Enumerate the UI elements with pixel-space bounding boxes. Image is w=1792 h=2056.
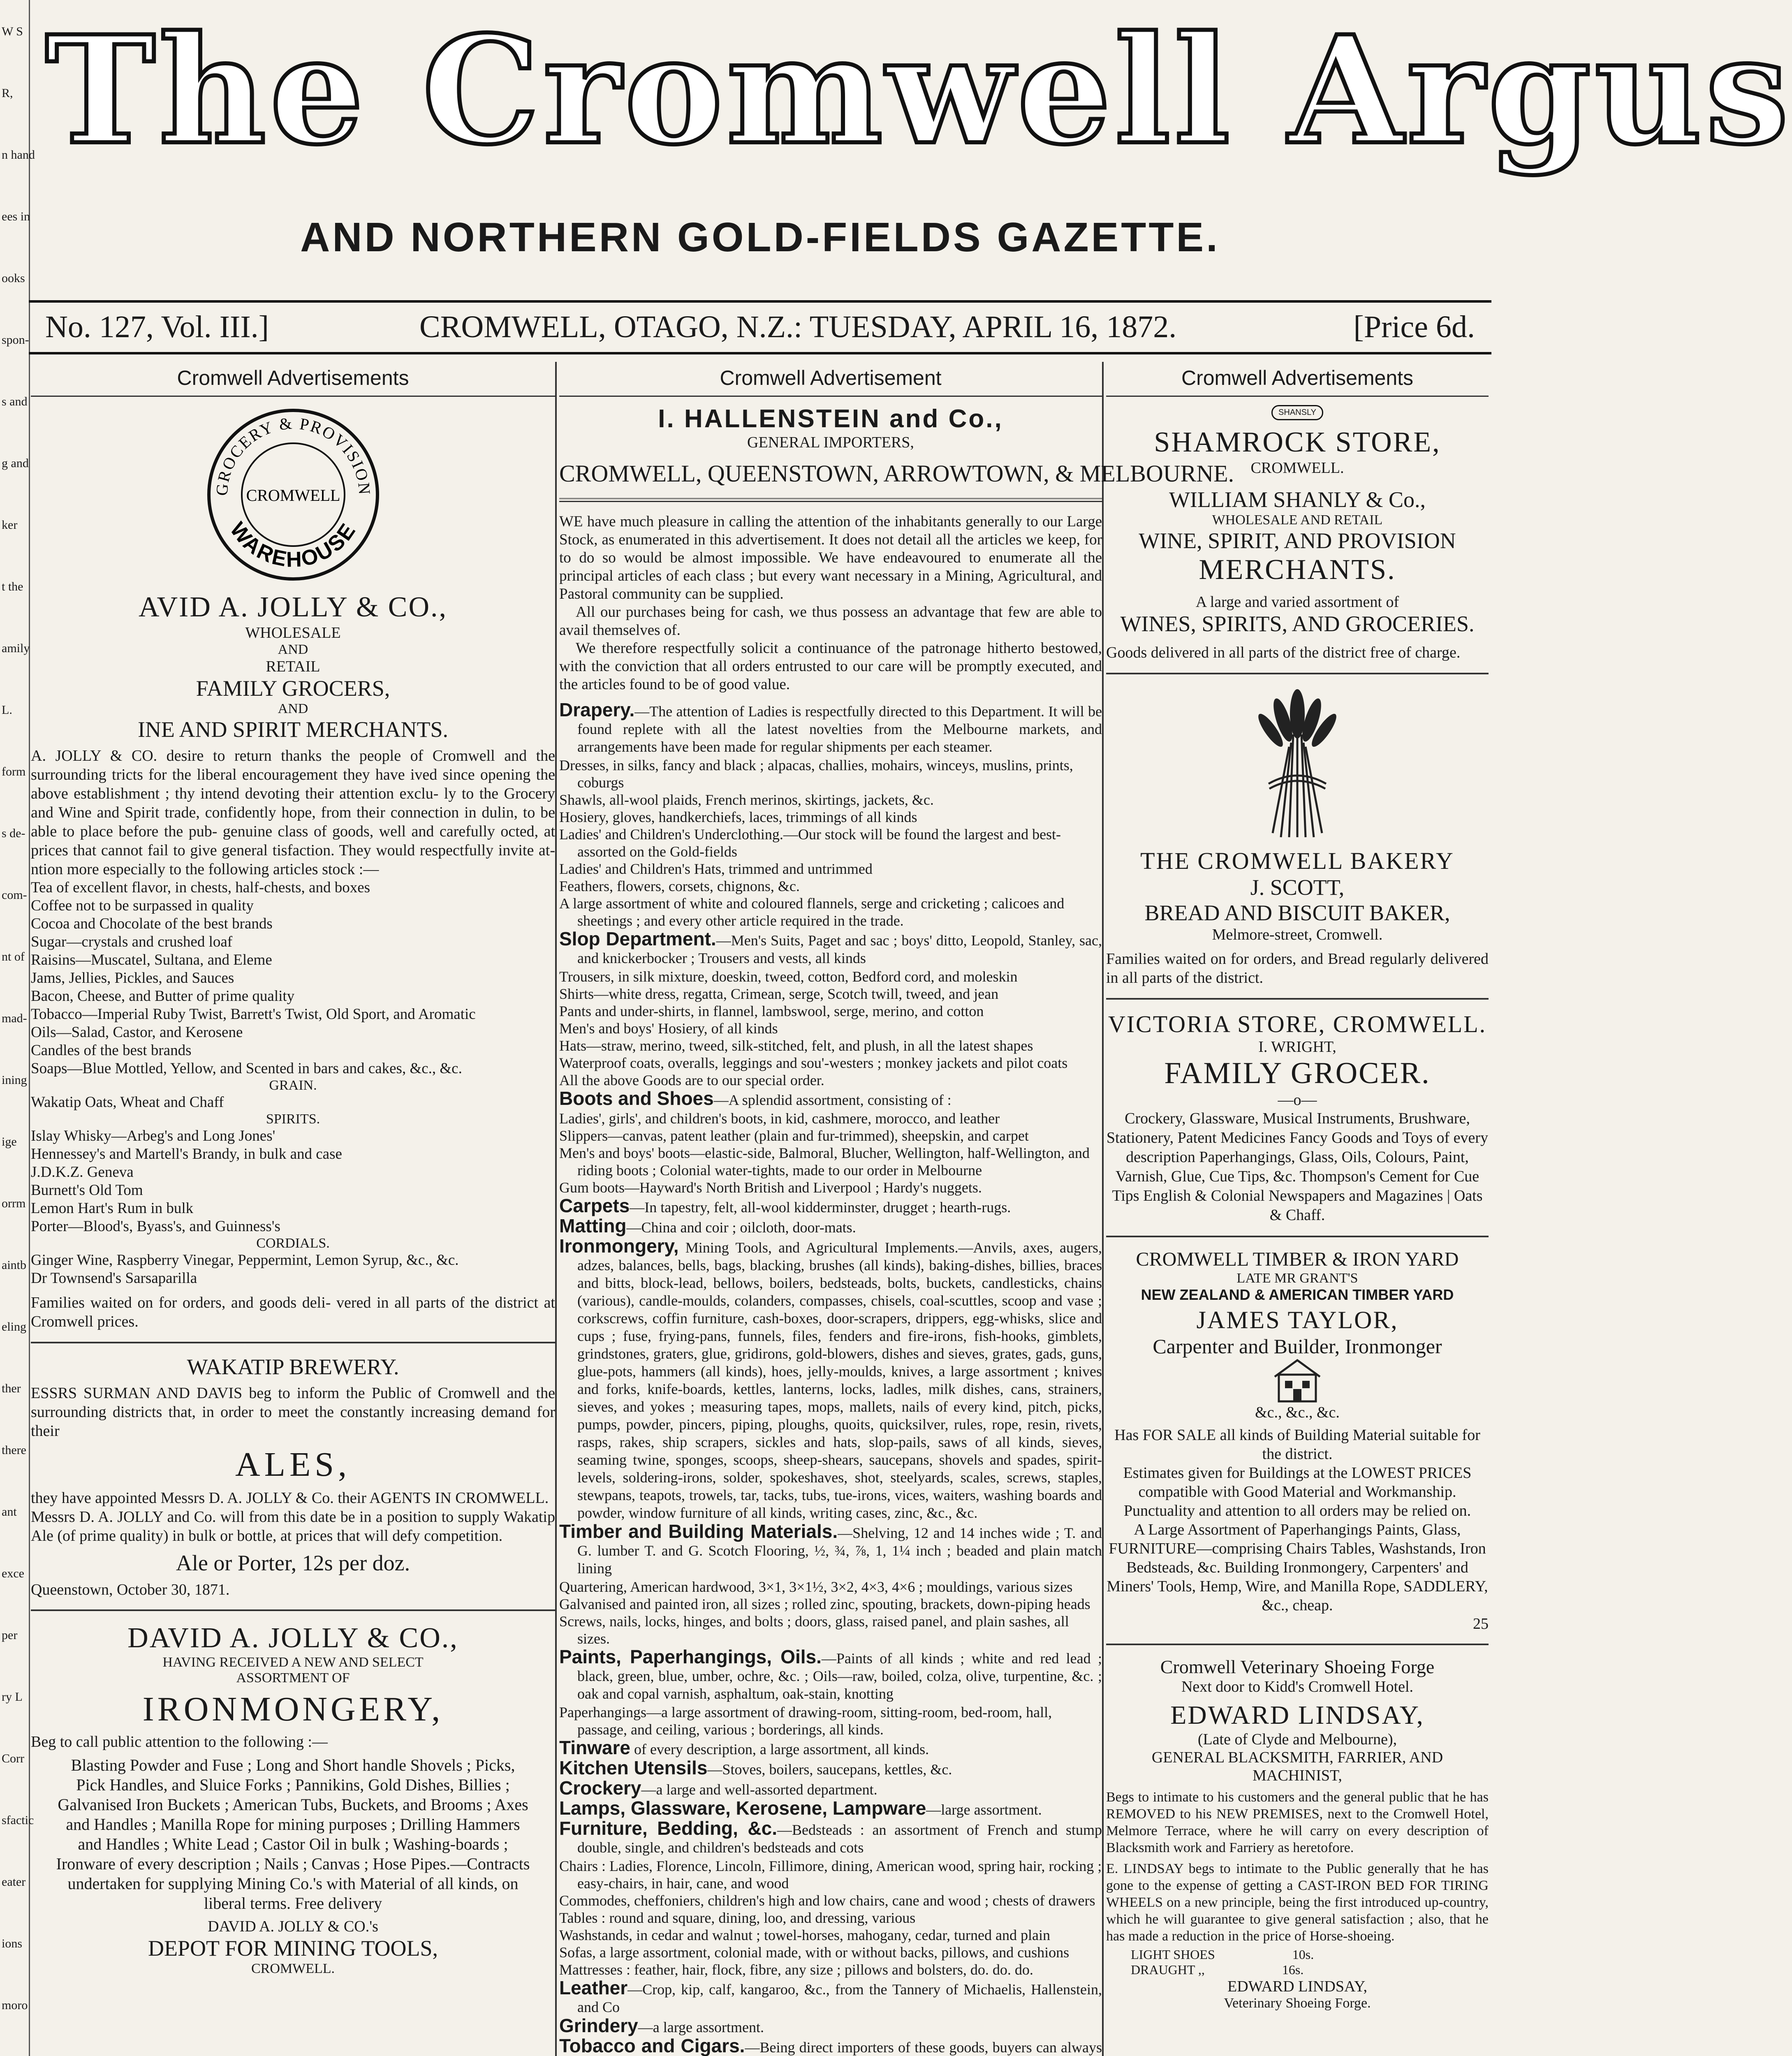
dateline [29, 300, 1491, 354]
category-subitem: Shirts—white dress, regatta, Crimean, serge, Scotch twill, tweed, and jean [559, 986, 999, 1002]
column-left [31, 362, 557, 2056]
category-subitem: Feathers, flowers, corsets, chignons, &c. [559, 878, 800, 894]
iron-sig: DAVID A. JOLLY & CO.'s [208, 1918, 378, 1935]
shamrock-l1: WINE, SPIRIT, AND PROVISION [1139, 528, 1456, 553]
vet-title: Cromwell Veterinary Shoeing Forge [1160, 1656, 1435, 1677]
category-subitem: Galvanised and painted iron, all sizes ; rolled zinc, spouting, brackets, down-piping heads [559, 1596, 1090, 1612]
cut-off-text-fragment: exce [2, 1567, 24, 1580]
list-item: Porter—Blood's, Byass's, and Guinness's [31, 1218, 280, 1235]
jolly-footer: Families waited on for orders, and goods deli- vered in all parts of the district at Cromwell prices. [31, 1294, 555, 1330]
bakery-owner: J. SCOTT, [1250, 875, 1345, 900]
category-heading: Matting [559, 1215, 627, 1236]
category-text: —Shelving, 12 and 14 inches wide ; T. and G. lumber T. and G. Scotch Flooring, ½, ¾, ⅞, 1, 1¼ inch ; beaded and plain match lining [577, 1525, 1102, 1577]
jolly-line1: WHOLESALE [245, 624, 341, 641]
cut-off-text-fragment: L. [2, 703, 12, 717]
cut-off-text-fragment: g and [2, 456, 29, 470]
category-subitem: Mattresses : feather, hair, flock, fibre, any size ; pillows and bolsters, do. do. do. [559, 1961, 1033, 1978]
iron-depot: DEPOT FOR MINING TOOLS, [148, 1936, 438, 1961]
victoria-owner: I. WRIGHT, [1258, 1038, 1336, 1056]
category-heading: Kitchen Utensils [559, 1757, 708, 1778]
light-shoes-price: 10s. [1292, 1947, 1314, 1962]
vet-p2: E. LINDSAY begs to intimate to the Public generally that he has gone to the expense of getting a CAST-IRON BED FOR TIRING WHEELS on a new principle, being the first introduced up-country, which he will guarantee to give general satisfaction ; also, that he has made a reduction in the price of Horse-shoeing. [1106, 1861, 1489, 1944]
cut-off-text-fragment: W S [2, 25, 23, 38]
spirits-items [31, 1127, 555, 1236]
category-subitem: Ladies' and Children's Hats, trimmed and untrimmed [559, 861, 873, 877]
category-subitem: Ladies' and Children's Underclothing.—Our stock will be found the largest and best-assorted on the Gold-fields [559, 826, 1061, 860]
jolly-name: AVID A. JOLLY & CO., [138, 591, 448, 623]
category-entry [559, 1523, 1102, 1577]
category-subitem: Sofas, a large assortment, colonial made, with or without backs, pillows, and cushions [559, 1944, 1070, 1961]
list-item: Soaps—Blue Mottled, Yellow, and Scented in bars and cakes, &c., &c. [31, 1060, 462, 1077]
price-row-draught [1131, 1962, 1489, 1977]
cut-off-text-fragment: per [2, 1628, 18, 1642]
category-subitem: Trousers, in silk mixture, doeskin, tweed, cotton, Bedford cord, and moleskin [559, 968, 1018, 985]
category-subitem: Paperhangings—a large assortment of drawing-room, sitting-room, bed-room, hall, passage, and ceiling, various ; borderings, all kinds. [559, 1704, 1052, 1738]
brewery-p3: Messrs D. A. JOLLY and Co. will from this date be in a position to supply Wakatip Ale (of prime quality) in bulk or bottle, at prices that will defy competition. [31, 1508, 555, 1544]
category-text: —A splendid assortment, consisting of : [713, 1092, 952, 1108]
cut-off-text-fragment: ker [2, 518, 18, 532]
category-entry [559, 1237, 1102, 1522]
list-item: Oils—Salad, Castor, and Kerosene [31, 1024, 243, 1041]
column-header: Cromwell Advertisements [1106, 362, 1489, 397]
jolly-line2: AND [278, 642, 308, 657]
bakery-trade: BREAD AND BISCUIT BAKER, [1144, 901, 1450, 925]
cut-off-text-fragment: eling [2, 1320, 26, 1334]
category-heading: Tobacco and Cigars. [559, 2035, 745, 2056]
category-text: —Bedsteads : an assortment of French and stump double, single, and children's bedsteads and cots [577, 1822, 1102, 1856]
victoria-separator: —o— [1278, 1091, 1317, 1109]
list-item: Raisins—Muscatel, Sultana, and Eleme [31, 952, 272, 968]
column-header: Cromwell Advertisements [31, 362, 555, 397]
timber-p1: Has FOR SALE all kinds of Building Material suitable for the district. [1114, 1426, 1480, 1463]
cut-off-text-fragment: ry L [2, 1690, 23, 1704]
cut-off-text-fragment: moro [2, 1998, 28, 2012]
category-subitem: All the above Goods are to our special order. [559, 1072, 824, 1088]
category-text: Mining Tools, and Agricultural Implements.—Anvils, axes, augers, adzes, balances, bells, bags, blacking, brushes (all kinds), baking-dishes, billies, braces and bitts, block-lead, bellows, boilers, bedsteads, bolts, buckets, candlesticks, chains (various), candle-moulds, colanders, compasses, chisels, coal-scuttles, scoop and vase ; corkscrews, coffin furniture, cash-boxes, door-scrapers, drippers, egg-whisks, slice and cups ; fuse, frying-pans, funnels, files, fenders and fire-irons, fish-hooks, gimblets, grindstones, graters, glue, gridirons, gold-blowers, dishes and sieves, grates, gads, guns, glue-pots, hammers (all kinds), hoes, jelly-moulds, knives, a large assortment ; knives and forks, knife-boards, kettles, lanterns, locks, ladles, milk dishes, cans, strainers, sieves, and yokes ; measuring tapes, mops, mallets, nails of every kind, pitch, picks, pumps, powder, pincers, piping, ploughs, quoits, quicksilver, rules, rope, resin, rivets, rasps, rakes, ship scrapers, sickles and hats, slop-pails, saws of all kinds, sieves, seaming twine, sponges, scoops, sheep-shears, saucepans, shovels and spades, spirit-levels, soldering-irons, solder, spokeshaves, shot, steelyards, scales, screws, staples, stewpans, teapots, trowels, tar, tacks, tubs, tue-irons, vices, waiters, washing boards and powder, window furniture of all kinds, writing cases, zinc, &c., &c. [577, 1239, 1102, 1521]
category-subitem: Pants and under-shirts, in flannel, lambswool, serge, merino, and cotton [559, 1003, 984, 1019]
list-item: Tobacco—Imperial Ruby Twist, Barrett's Twist, Old Sport, and Aromatic [31, 1006, 476, 1023]
column-right [1106, 362, 1489, 2056]
masthead [29, 0, 1792, 260]
list-item: J.D.K.Z. Geneva [31, 1164, 134, 1181]
shamrock-owner: WILLIAM SHANLY & Co., [1169, 487, 1426, 512]
vet-trade: GENERAL BLACKSMITH, FARRIER, AND MACHINIST, [1151, 1749, 1443, 1784]
hallenstein-sections [559, 701, 1102, 2056]
stamp-center-text: CROMWELL [246, 486, 340, 505]
shamrock-l2: MERCHANTS. [1199, 554, 1396, 586]
cut-off-text-fragment: form [2, 765, 26, 778]
jolly-line4: FAMILY GROCERS, [196, 676, 390, 701]
category-text: —In tapestry, felt, all-wool kidderminster, drugget ; hearth-rugs. [630, 1199, 1011, 1216]
list-item: Hennessey's and Martell's Brandy, in bulk and case [31, 1146, 342, 1162]
category-text: of every description, a large assortment, all kinds. [630, 1741, 929, 1757]
category-subitem: Dresses, in silks, fancy and black ; alpacas, challies, mohairs, winceys, muslins, prints, coburgs [559, 757, 1073, 791]
category-subitem: Gum boots—Hayward's North British and Liverpool ; Hardy's nuggets. [559, 1179, 982, 1196]
cut-off-text-fragment: ther [2, 1382, 21, 1395]
category-text: —Men's Suits, Paget and sac ; boys' ditto, Leopold, Stanley, sac, and knickerbocker ; Trousers and vests, all kinds [577, 932, 1102, 966]
iron-line1: HAVING RECEIVED A NEW AND SELECT [162, 1655, 424, 1670]
category-heading: Grindery [559, 2015, 638, 2036]
jolly-line6: INE AND SPIRIT MERCHANTS. [137, 717, 449, 742]
category-subitem: Chairs : Ladies, Florence, Lincoln, Fillimore, dining, American wood, spring hair, rocking ; easy-chairs, in hair, cane, and wood [559, 1858, 1102, 1892]
category-subitem: Quartering, American hardwood, 3×1, 3×1½, 3×2, 4×3, 4×6 ; mouldings, various sizes [559, 1579, 1073, 1595]
category-text: —a large and well-assorted department. [641, 1781, 877, 1798]
cut-off-text-fragment: sfactic [2, 1813, 34, 1827]
category-heading: Furniture, Bedding, &c. [559, 1818, 778, 1839]
price: [Price 6d. [1353, 310, 1475, 344]
victoria-title: VICTORIA STORE, CROMWELL. [1108, 1011, 1487, 1037]
category-heading: Ironmongery, [559, 1235, 679, 1257]
timber-late: LATE MR GRANT'S [1236, 1271, 1358, 1286]
brewery-intro: ESSRS SURMAN AND DAVIS beg to inform the Public of Cromwell and the surrounding districts that, in order to meet the constantly increasing demand for their [31, 1385, 555, 1440]
cut-off-text-fragment: t the [2, 580, 23, 593]
category-entry [559, 1648, 1102, 1703]
bakery-address: Melmore-street, Cromwell. [1212, 926, 1383, 943]
category-subitem: Hats—straw, merino, tweed, silk-stitched, felt, and plush, in all the latest shapes [559, 1037, 1033, 1054]
cordials-head: CORDIALS. [256, 1236, 330, 1251]
category-entry [559, 1799, 1102, 1819]
timber-owner: JAMES TAYLOR, [1196, 1306, 1398, 1334]
cut-off-text-fragment: amily [2, 641, 30, 655]
cut-off-text-fragment: spon- [2, 333, 29, 347]
place-date: CROMWELL, OTAGO, N.Z.: TUESDAY, APRIL 16, 1872. [419, 310, 1177, 344]
hallenstein-intro2: All our purchases being for cash, we thus possess an advantage that few are able to avail themselves of. [559, 604, 1102, 639]
category-subitem: Hosiery, gloves, handkerchiefs, laces, trimmings of all kinds [559, 809, 917, 825]
newspaper-title: The Cromwell Argus [45, 3, 1792, 177]
category-entry [559, 1820, 1102, 1857]
cut-off-text-fragment: ions [2, 1937, 23, 1950]
category-entry [559, 2037, 1102, 2056]
category-text: —Crop, kip, calf, kangaroo, &c., from the Tannery of Michaelis, Hallenstein, and Co [577, 1981, 1102, 2015]
timber-title: CROMWELL TIMBER & IRON YARD [1136, 1248, 1459, 1270]
cut-off-text-fragment: mad- [2, 1012, 27, 1025]
category-heading: Crockery [559, 1777, 641, 1799]
category-subitem: Slippers—canvas, patent leather (plain and fur-trimmed), sheepskin, and carpet [559, 1128, 1029, 1144]
list-item: Wakatip Oats, Wheat and Chaff [31, 1094, 224, 1111]
cut-off-text-fragment: ige [2, 1135, 17, 1148]
list-item: Cocoa and Chocolate of the best brands [31, 915, 273, 932]
category-heading: Leather [559, 1977, 628, 1998]
jolly-intro: A. JOLLY & CO. desire to return thanks the people of Cromwell and the surrounding tricts for the liberal encouragement they have ived since opening the above establishment ; thy intend devoting their attention exclu- ly to the Grocery and Wine and Spirit trade, confidently hope, from their connection in dulin, to be able to place before the pub- genuine class of goods, well and carefully octed, at prices that cannot fail to give general tisfaction. They would respectfully invite at- ntion more especially to the following articles stock :— [31, 747, 555, 878]
category-subitem: Men's and boys' boots—elastic-side, Balmoral, Blucher, Wellington, half-Wellington, and riding boots ; Colonial water-tights, made to our order in Melbourne [559, 1145, 1090, 1178]
category-heading: Boots and Shoes [559, 1088, 714, 1109]
brewery-p2: they have appointed Messrs D. A. JOLLY & Co. their AGENTS IN CROMWELL. [31, 1489, 549, 1507]
draught-label: DRAUGHT ,, [1131, 1962, 1205, 1977]
stamp-top-text: GROCERY & PROVISION [212, 414, 374, 496]
category-entry [559, 1779, 1102, 1799]
list-item: Jams, Jellies, Pickles, and Sauces [31, 970, 234, 986]
newspaper-subtitle: AND NORTHERN GOLD-FIELDS GAZETTE. [300, 214, 1220, 260]
category-text: —Being direct importers of these goods, buyers can always [745, 2039, 1102, 2056]
grain-head: GRAIN. [269, 1078, 317, 1093]
hallenstein-intro3: We therefore respectfully solicit a continuance of the patronage hitherto bestowed, with the conviction that all orders entrusted to our care will be promptly executed, and the articles found to be of good value. [559, 640, 1102, 693]
shamrock-l3: A large and varied assortment of [1195, 593, 1399, 611]
cut-off-text-fragment: ining [2, 1073, 27, 1087]
category-heading: Paints, Paperhangings, Oils. [559, 1646, 822, 1667]
category-entry [559, 1217, 1102, 1236]
svg-text:GROCERY & PROVISION [212, 414, 374, 496]
timber-p3: Punctuality and attention to all orders may be relied on. [1123, 1502, 1471, 1519]
stamp-bottom-text: WAREHOUSE [225, 518, 361, 572]
shamrock-l4: WINES, SPIRITS, AND GROCERIES. [1120, 611, 1475, 636]
cut-off-text-fragment: there [2, 1443, 26, 1457]
shamrock-badge-text: SHANSLY [1271, 405, 1323, 420]
timber-trade: Carpenter and Builder, Ironmonger [1153, 1335, 1442, 1358]
list-item: Candles of the best brands [31, 1042, 192, 1059]
category-heading: Slop Department. [559, 928, 716, 949]
category-entry [559, 1759, 1102, 1778]
jolly-items [31, 879, 555, 1078]
list-item: Dr Townsend's Sarsaparilla [31, 1270, 197, 1287]
category-entry [559, 1979, 1102, 2016]
timber-etc: &c., &c., &c. [1255, 1404, 1340, 1421]
list-item: Ginger Wine, Raspberry Vinegar, Peppermint, Lemon Syrup, &c., &c. [31, 1252, 459, 1269]
vet-p1: Begs to intimate to his customers and the general public that he has REMOVED to his NEW PREMISES, next to the Cromwell Hotel, Melmore Terrace, where he will carry on every description of Blacksmith work and Farriery as heretofore. [1106, 1790, 1489, 1855]
brewery-price: Ale or Porter, 12s per doz. [176, 1551, 410, 1575]
category-text: —large assortment. [926, 1801, 1042, 1818]
category-entry [559, 930, 1102, 967]
timber-p4: A Large Assortment of Paperhangings Paints, Glass, FURNITURE—comprising Chairs Tables, Washstands, Iron Bedsteads, &c. Building Ironmongery, Carpenters' and Miners' Tools, Hemp, Wire, and Manilla Rope, SADDLERY, &c., cheap. [1107, 1521, 1488, 1614]
bakery-note: Families waited on for orders, and Bread regularly delivered in all parts of the district. [1106, 950, 1489, 986]
vet-signature-2: Veterinary Shoeing Forge. [1224, 1996, 1371, 2011]
ales-heading: ALES, [235, 1445, 351, 1484]
iron-name: DAVID A. JOLLY & CO., [127, 1622, 458, 1654]
category-subitem: Ladies', girls', and children's boots, in kid, cashmere, morocco, and leather [559, 1110, 1000, 1127]
brewery-title: WAKATIP BREWERY. [187, 1354, 399, 1379]
cut-off-column [0, 0, 35, 2056]
vet-late: (Late of Clyde and Melbourne), [1197, 1731, 1397, 1748]
list-item: Sugar—crystals and crushed loaf [31, 933, 233, 950]
list-item: Coffee not to be surpassed in quality [31, 897, 254, 914]
iron-title: IRONMONGERY, [142, 1690, 444, 1728]
jolly-line3: RETAIL [266, 658, 320, 675]
category-subitem: Washstands, in cedar and walnut ; towel-horses, mahogany, cedar, turned and plain [559, 1927, 1050, 1943]
column-header: Cromwell Advertisement [559, 362, 1102, 397]
issue-number: No. 127, Vol. III.] [45, 310, 269, 344]
category-subitem: Commodes, cheffoniers, children's high and low chairs, cane and wood ; chests of drawers [559, 1892, 1095, 1909]
hallenstein-subtitle: GENERAL IMPORTERS, [747, 434, 914, 451]
vet-next: Next door to Kidd's Cromwell Hotel. [1181, 1678, 1414, 1695]
hallenstein-places: CROMWELL, QUEENSTOWN, ARROWTOWN, & MELBOURNE. [559, 460, 1234, 487]
category-entry [559, 1739, 1102, 1758]
category-subitem: Shawls, all-wool plaids, French merinos, skirtings, jackets, &c. [559, 792, 934, 808]
building-illustration [1106, 1358, 1489, 1403]
cut-off-text-fragment: ees in [2, 210, 30, 223]
victoria-body: Crockery, Glassware, Musical Instruments, Brushware, Stationery, Patent Medicines Fancy Goods and Toys of every description Paperhangings, Glass, Oils, Colours, Paint, Varnish, Glue, Cue Tips, &c. Thompson's Cement for Cue Tips English & Colonial Newspapers and Magazines | Oats & Chaff. [1106, 1110, 1489, 1224]
cut-off-text-fragment: s and [2, 395, 28, 408]
list-item: Islay Whisky—Arbeg's and Long Jones' [31, 1128, 276, 1144]
victoria-trade: FAMILY GROCER. [1164, 1056, 1431, 1090]
shamrock-place: CROMWELL. [1250, 459, 1344, 477]
category-heading: Tinware [559, 1737, 630, 1758]
light-shoes-label: LIGHT SHOES [1131, 1947, 1215, 1962]
list-item: Bacon, Cheese, and Butter of prime quality [31, 988, 295, 1005]
wheat-sheaf-illustration [1106, 685, 1489, 841]
iron-place: CROMWELL. [251, 1961, 335, 1976]
category-entry [559, 1197, 1102, 1216]
cut-off-text-fragment: ooks [2, 271, 25, 285]
timber-p2: Estimates given for Buildings at the LOWEST PRICES compatible with Good Material and Workmanship. [1123, 1464, 1472, 1500]
bakery-title: THE CROMWELL BAKERY [1140, 847, 1454, 874]
category-heading: Carpets [559, 1195, 630, 1216]
iron-body: Blasting Powder and Fuse ; Long and Short handle Shovels ; Picks, Pick Handles, and Sluice Forks ; Pannikins, Gold Dishes, Billies ; Galvanised Iron Buckets ; American Tubs, Buckets, and Brooms ; Axes and Handles ; Manilla Rope for mining purposes ; Drilling Hammers and Handles ; White Lead ; Castor Oil in bulk ; Washing-boards ; Ironware of every description ; Nails ; Canvas ; Hose Pipes.—Contracts undertaken for supplying Mining Co.'s with Material of all kinds, on liberal terms. Free delivery [56, 1756, 530, 1912]
shamrock-badge [1106, 405, 1489, 420]
shamrock-title: SHAMROCK STORE, [1154, 426, 1441, 458]
category-heading: Drapery. [559, 699, 635, 720]
list-item: Burnett's Old Tom [31, 1182, 143, 1199]
jolly-line5: AND [278, 701, 308, 716]
cut-off-text-fragment: n hand [2, 148, 35, 162]
category-entry [559, 701, 1102, 756]
warehouse-stamp [31, 404, 555, 585]
shamrock-l5: Goods delivered in all parts of the district free of charge. [1106, 644, 1461, 661]
cut-off-text-fragment: com- [2, 888, 27, 902]
category-text: —a large assortment. [638, 2019, 764, 2035]
category-subitem: Waterproof coats, overalls, leggings and sou'-westers ; monkey jackets and pilot coats [559, 1055, 1068, 1071]
category-text: —China and coir ; oilcloth, door-mats. [626, 1219, 856, 1236]
cordials-items [31, 1251, 555, 1287]
timber-nz: NEW ZEALAND & AMERICAN TIMBER YARD [1141, 1286, 1454, 1303]
hallenstein-title: I. HALLENSTEIN and Co., [658, 405, 1003, 433]
cut-off-text-fragment: Corr [2, 1752, 24, 1765]
category-subitem: Men's and boys' Hosiery, of all kinds [559, 1020, 778, 1037]
cut-off-text-fragment: R, [2, 86, 13, 100]
list-item: Tea of excellent flavor, in chests, half-chests, and boxes [31, 879, 370, 896]
price-row-light [1131, 1947, 1489, 1962]
brewery-date: Queenstown, October 30, 1871. [31, 1581, 230, 1598]
cut-off-text-fragment: s de- [2, 827, 25, 840]
timber-number: 25 [1473, 1615, 1489, 1632]
cut-off-text-fragment: eater [2, 1875, 26, 1889]
category-entry [559, 1090, 1102, 1109]
category-subitem: Screws, nails, locks, hinges, and bolts ; doors, glass, raised panel, and plain sashes, all sizes. [559, 1613, 1069, 1647]
grain-items [31, 1093, 555, 1111]
cut-off-text-fragment: orrm [2, 1197, 26, 1210]
cut-off-text-fragment: aintb [2, 1258, 26, 1272]
category-text: —Stoves, boilers, saucepans, kettles, &c. [707, 1761, 952, 1778]
list-item: Lemon Hart's Rum in bulk [31, 1200, 194, 1217]
category-subitem: A large assortment of white and coloured flannels, serge and cricketing ; calicoes and sheetings ; and every other article required in the trade. [559, 895, 1065, 929]
vet-signature: EDWARD LINDSAY, [1227, 1978, 1367, 1995]
vet-name: EDWARD LINDSAY, [1170, 1700, 1424, 1730]
cut-off-text-fragment: nt of [2, 950, 25, 963]
category-text: —Paints of all kinds ; white and red lead ; black, green, blue, umber, ochre, &c. ; Oils—raw, boiled, colza, olive, turpentine, &c. ; oak and copal varnish, asphaltum, oak-stain, knotting [577, 1650, 1102, 1702]
spirits-head: SPIRITS. [266, 1111, 320, 1127]
category-entry [559, 2017, 1102, 2036]
iron-intro: Beg to call public attention to the following :— [31, 1733, 328, 1750]
iron-line2: ASSORTMENT OF [236, 1670, 350, 1686]
draught-price: 16s. [1282, 1962, 1304, 1977]
shamrock-trade: WHOLESALE AND RETAIL [1212, 512, 1383, 528]
cut-off-text-fragment: ant [2, 1505, 17, 1519]
category-heading: Lamps, Glassware, Kerosene, Lampware [559, 1797, 926, 1819]
hallenstein-intro1: WE have much pleasure in calling the attention of the inhabitants generally to our Large Stock, as enumerated in this advertisement. It does not detail all the articles we keep, for to do so would be almost impossible. We have endeavoured to enumerate all the principal articles of each class ; but every want necessary in a Mining, Agricultural, and Pastoral community can be supplied. [559, 513, 1102, 602]
category-heading: Timber and Building Materials. [559, 1521, 838, 1542]
category-subitem: Tables : round and square, dining, loo, and dressing, various [559, 1910, 916, 1926]
category-text: —The attention of Ladies is respectfully directed to this Department. It will be found replete with all the latest novelties from the Melbourne markets, and arrangements have been made for regular shipments per each steamer. [577, 703, 1102, 755]
